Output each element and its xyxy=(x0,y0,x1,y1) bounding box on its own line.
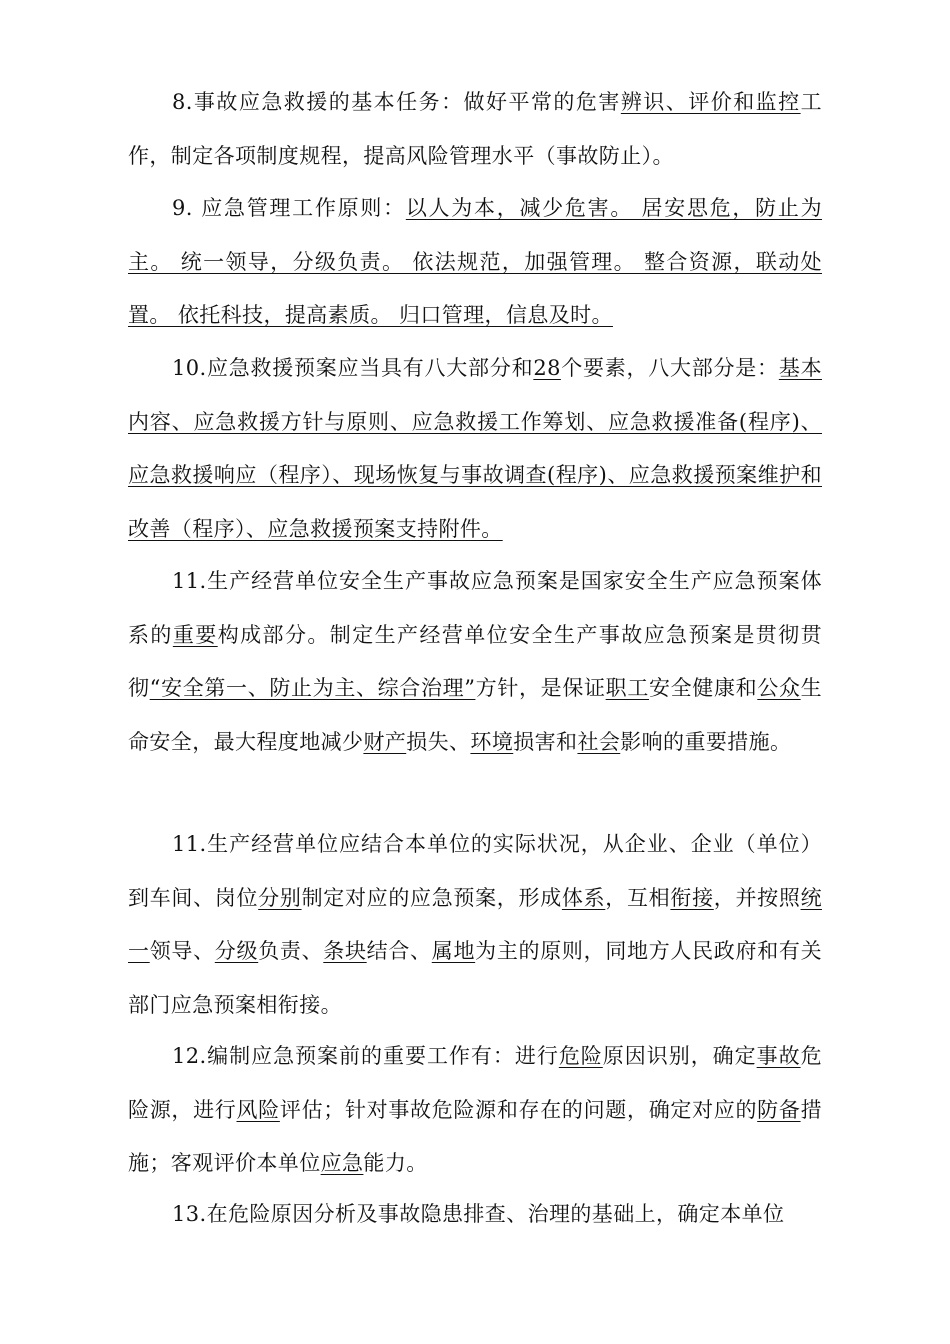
underlined-text: “安全第一、防止为主、综合治理” xyxy=(149,676,476,700)
underlined-text: 环境 xyxy=(470,729,514,754)
underlined-text: 危险 xyxy=(558,1044,603,1068)
paragraph-11a xyxy=(128,555,822,769)
text-segment: 能力。 xyxy=(363,1151,428,1175)
text-segment: 原因识别，确定 xyxy=(602,1044,757,1068)
paragraph-13 xyxy=(128,1188,822,1242)
underlined-text: 以人为本，减少危害。 居安思危，防止为主。 统一领导，分级负责。 依法规范，加强管理。 整合资源，联动处置。 依托科技，提高素质。 归口管理，信息及时。 xyxy=(128,196,823,327)
underlined-text: 统一 xyxy=(128,885,822,963)
paragraph-9 xyxy=(128,182,822,343)
text-segment: 8.事故应急救援的基本任务：做好平常的危害 xyxy=(172,90,621,114)
text-segment: 领导、 xyxy=(149,939,215,963)
text-segment: 生命安全，最大程度地减少 xyxy=(128,676,823,754)
text-segment: 方针，是保证 xyxy=(475,676,606,700)
text-segment: 结合、 xyxy=(366,939,432,963)
text-segment: 11.生产经营单位安全生产事故应急预案是国家安全生产应急预案体系的 xyxy=(128,569,822,647)
underlined-text: 衔接 xyxy=(670,885,714,910)
paragraph-8 xyxy=(128,76,822,183)
text-segment: 评估；针对事故危险源和存在的问题，确定对应的 xyxy=(279,1097,758,1122)
paragraph-12 xyxy=(128,1030,822,1191)
underlined-text: 事故 xyxy=(756,1044,801,1068)
text-segment: 危险源，进行 xyxy=(128,1044,822,1122)
underlined-text: 基本内容、应急救援方针与原则、应急救援工作筹划、应急救援准备(程序)、应急救援响应（程序）、现场恢复与事故调查(程序)、应急救援预案维护和改善（程序）、应急救援预案支持附件。 xyxy=(128,356,822,541)
text-segment: 13.在危险原因分析及事故隐患排查、治理的基础上，确定本单位 xyxy=(172,1202,785,1226)
underlined-text: 辨识、评价和监控 xyxy=(620,90,801,114)
text-segment: 损失、 xyxy=(406,729,471,754)
underlined-text: 财产 xyxy=(363,729,407,754)
underlined-text: 属地 xyxy=(431,939,476,963)
underlined-text: 分级 xyxy=(214,939,259,963)
text-segment: 工作，制定各项制度规程，提高风险管理水平（事故防止）。 xyxy=(128,90,823,168)
text-segment: 构成部分。制定生产经营单位安全生产事故应急预案是贯彻贯彻 xyxy=(128,622,822,700)
underlined-text: 社会 xyxy=(577,729,621,754)
text-segment: 影响的重要措施。 xyxy=(620,729,792,754)
underlined-text: 防备 xyxy=(757,1097,801,1122)
underlined-text: 28 xyxy=(533,356,561,380)
paragraph-10 xyxy=(128,342,822,556)
text-segment: 损害和 xyxy=(513,729,578,754)
underlined-text: 分别 xyxy=(258,885,302,910)
underlined-text: 条块 xyxy=(323,939,367,963)
text-segment: ，并按照 xyxy=(713,885,801,910)
text-segment: 制定对应的应急预案，形成 xyxy=(301,885,562,910)
underlined-text: 公众 xyxy=(757,676,801,700)
text-segment: 12.编制应急预案前的重要工作有：进行 xyxy=(172,1044,559,1068)
text-segment: 为主的原则，同地方人民政府和有关部门应急预案相衔接。 xyxy=(128,939,822,1017)
text-segment: 负责、 xyxy=(258,939,324,963)
underlined-text: 职工 xyxy=(605,676,649,700)
underlined-text: 应急 xyxy=(320,1151,364,1175)
underlined-text: 风险 xyxy=(236,1097,280,1122)
text-segment: 9. 应急管理工作原则： xyxy=(172,196,406,220)
underlined-text: 体系 xyxy=(561,885,606,910)
text-segment: 11.生产经营单位应结合本单位的实际状况，从企业、企业（单位）到车间、岗位 xyxy=(128,832,822,910)
underlined-text: 重要 xyxy=(172,622,218,647)
text-segment: 个要素，八大部分是： xyxy=(560,356,779,380)
text-segment: 安全健康和 xyxy=(648,676,758,700)
text-segment: 10.应急救援预案应当具有八大部分和 xyxy=(172,356,534,380)
text-segment: 措施；客观评价本单位 xyxy=(128,1097,822,1175)
paragraph-11b xyxy=(128,818,822,1032)
text-segment: ，互相 xyxy=(605,885,671,910)
